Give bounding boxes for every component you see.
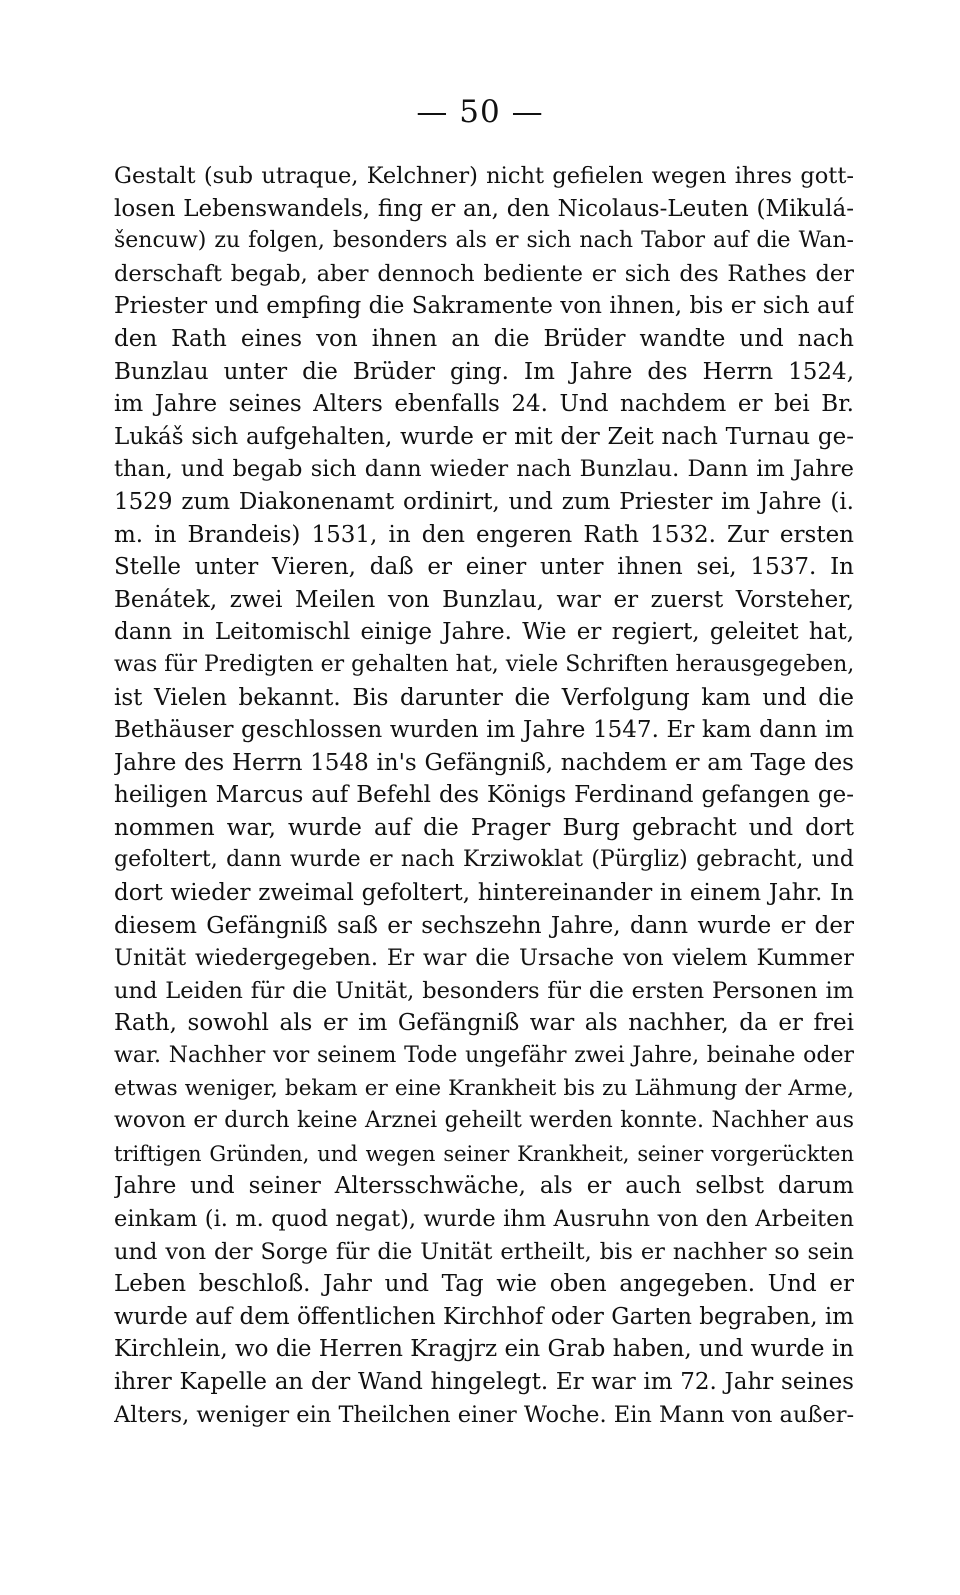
text-line: losen Lebenswandels, fing er an, den Nicolaus-Leuten (Mikulá- — [114, 195, 854, 222]
text-line: etwas weniger, bekam er eine Krankheit bis zu Lähmung der Arme, — [114, 1075, 854, 1101]
text-line: ihrer Kapelle an der Wand hingelegt. Er war im 72. Jahr seines — [114, 1368, 854, 1395]
text-line: triftigen Gründen, und wegen seiner Krankheit, seiner vorgerückten — [114, 1141, 854, 1166]
text-line: und Leiden für die Unität, besonders für die ersten Personen im — [114, 977, 854, 1004]
text-line: was für Predigten er gehalten hat, viele Schriften herausgegeben, — [114, 651, 854, 677]
text-line: šencuw) zu folgen, besonders als er sich nach Tabor auf die Wan- — [114, 228, 854, 254]
page-number: — 50 — — [416, 94, 544, 130]
text-line: Gestalt (sub utraque, Kelchner) nicht gefielen wegen ihres gott- — [114, 163, 854, 189]
text-line: than, und begab sich dann wieder nach Bunzlau. Dann im Jahre — [114, 456, 854, 483]
text-line: nommen war, wurde auf die Prager Burg gebracht und dort — [114, 814, 854, 841]
text-line: 1529 zum Diakonenamt ordinirt, und zum Priester im Jahre (i. — [114, 488, 854, 515]
text-line: ist Vielen bekannt. Bis darunter die Verfolgung kam und die — [114, 684, 854, 711]
text-line: und von der Sorge für die Unität ertheilt, bis er nachher so sein — [114, 1238, 854, 1265]
text-line: dann in Leitomischl einige Jahre. Wie er regiert, geleitet hat, — [114, 619, 854, 646]
text-line: wurde auf dem öffentlichen Kirchhof oder Garten begraben, im — [114, 1303, 854, 1330]
body-text — [114, 160, 854, 1431]
text-line: dort wieder zweimal gefoltert, hintereinander in einem Jahr. In — [114, 880, 854, 907]
text-line: Lukáš sich aufgehalten, wurde er mit der Zeit nach Turnau ge- — [114, 423, 854, 450]
text-line: Benátek, zwei Meilen von Bunzlau, war er zuerst Vorsteher, — [114, 586, 854, 613]
text-line: Bunzlau unter die Brüder ging. Im Jahre des Herrn 1524, — [114, 358, 854, 385]
text-line: heiligen Marcus auf Befehl des Königs Ferdinand gefangen ge- — [114, 782, 854, 809]
text-line: Priester und empfing die Sakramente von ihnen, bis er sich auf — [114, 293, 854, 320]
text-line: Kirchlein, wo die Herren Kragjrz ein Grab haben, und wurde in — [114, 1336, 854, 1363]
text-line: Rath, sowohl als er im Gefängniß war als nachher, da er frei — [114, 1010, 854, 1037]
text-line: im Jahre seines Alters ebenfalls 24. Und nachdem er bei Br. — [114, 391, 854, 418]
text-line: Bethäuser geschlossen wurden im Jahre 1547. Er kam dann im — [114, 717, 854, 744]
text-line: gefoltert, dann wurde er nach Krziwoklat (Pürgliz) gebracht, und — [114, 847, 854, 873]
text-line: m. in Brandeis) 1531, in den engeren Rath 1532. Zur ersten — [114, 521, 854, 548]
text-line: Leben beschloß. Jahr und Tag wie oben angegeben. Und er — [114, 1271, 854, 1298]
text-line: Alters, weniger ein Theilchen einer Woche. Ein Mann von außer- — [114, 1401, 854, 1428]
text-line: derschaft begab, aber dennoch bediente er sich des Rathes der — [114, 260, 854, 287]
text-line: den Rath eines von ihnen an die Brüder wandte und nach — [114, 325, 854, 352]
text-line: Unität wiedergegeben. Er war die Ursache von vielem Kummer — [114, 945, 854, 972]
text-line: einkam (i. m. quod negat), wurde ihm Ausruhn von den Arbeiten — [114, 1206, 854, 1232]
text-line: wovon er durch keine Arznei geheilt werden konnte. Nachher aus — [114, 1108, 854, 1134]
text-line: Jahre des Herrn 1548 in's Gefängniß, nachdem er am Tage des — [114, 749, 854, 776]
text-line: Jahre und seiner Altersschwäche, als er auch selbst darum — [114, 1173, 854, 1200]
text-line: war. Nachher vor seinem Tode ungefähr zwei Jahre, beinahe oder — [114, 1043, 854, 1069]
text-line: diesem Gefängniß saß er sechszehn Jahre, dann wurde er der — [114, 912, 854, 939]
text-line: Stelle unter Vieren, daß er einer unter ihnen sei, 1537. In — [114, 554, 854, 581]
